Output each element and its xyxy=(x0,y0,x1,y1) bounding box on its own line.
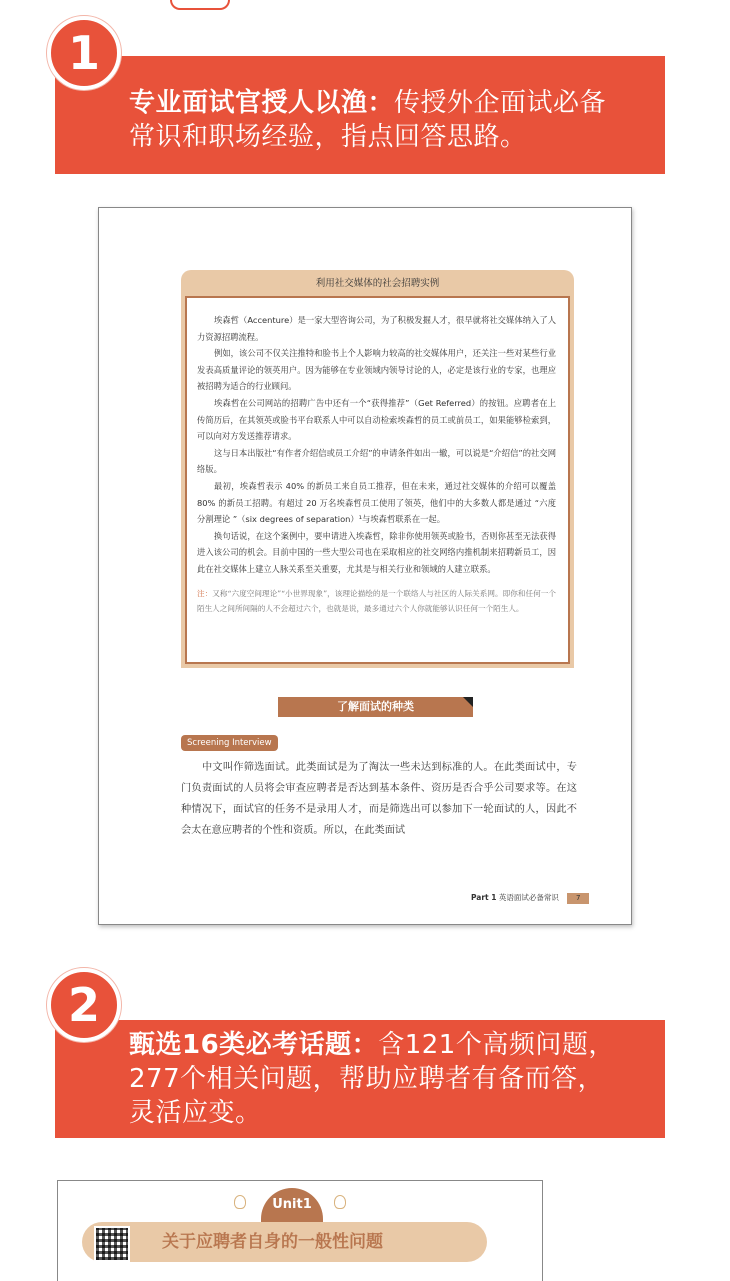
case-study-content xyxy=(185,296,570,664)
lightbulb-icon xyxy=(334,1195,346,1209)
case-paragraph: 这与日本出版社“有作者介绍信或员工介绍”的申请条件如出一辙，可以说是“介绍信”的社交网络版。 xyxy=(197,447,556,475)
banner-text: 含121个高频问题， xyxy=(378,1030,615,1060)
feature-banner-1 xyxy=(55,26,665,174)
section-number-badge: 2 xyxy=(47,968,121,1042)
case-paragraph: 例如，该公司不仅关注推特和脸书上个人影响力较高的社交媒体用户，还关注一些对某些行业发表高质量评论的领英用户。因为能够在专业领域内领导讨论的人，必定是该行业的专家，也理应被招聘为适合的行业顾问。 xyxy=(197,348,556,392)
footnote-text: 又称“六度空间理论”“小世界现象”，该理论描绘的是一个联络人与社区的人际关系网。即你和任何一个陌生人之间所间隔的人不会超过六个，也就是说，最多通过六个人你就能够认识任何一个陌生人。 xyxy=(197,588,556,613)
banner-line-3: 灵活应变。 xyxy=(129,1098,262,1128)
banner-line-1 xyxy=(129,86,665,120)
banner-highlight: 专业面试官授人以渔： xyxy=(129,88,395,118)
book-page-sample-2 xyxy=(57,1180,543,1281)
body-paragraph: 中文叫作筛选面试。此类面试是为了淘汰一些未达到标准的人。在此类面试中，专门负责面试的人员将会审查应聘者是否达到基本条件、资历是否合乎公司要求等。在这种情况下，面试官的任务不是录用人才，而是筛选出可以参加下一轮面试的人，因此不会太在意应聘者的个性和资质。所以，在此类面试 xyxy=(181,762,577,836)
page-footer xyxy=(471,892,589,904)
case-paragraph: 埃森哲在公司网站的招聘广告中还有一个“获得推荐”（Get Referred）的按钮。应聘者在上传简历后，在其领英或脸书平台联系人中可以自动检索埃森哲的员工或前员工，如果能够检索到，可以向对方发送推荐请求。 xyxy=(197,397,556,442)
unit-topic-title: 关于应聘者自身的一般性问题 xyxy=(162,1232,383,1252)
body-text xyxy=(181,757,577,841)
book-page-sample xyxy=(98,207,632,925)
banner-highlight: 甄选16类必考话题： xyxy=(129,1030,379,1060)
case-paragraph: 最初，埃森哲表示 40% 的新员工来自员工推荐，但在未来，通过社交媒体的介绍可以覆盖 80% 的新员工招聘。有超过 20 万名埃森哲员工使用了领英，他们中的大多数人都是通过 “六度分割理论 ”（six degrees of separation）¹与埃森哲联系在一起。 xyxy=(197,480,556,525)
section-heading: 了解面试的种类 xyxy=(278,697,473,717)
banner-line-2: 277个相关问题，帮助应聘者有备而答， xyxy=(129,1064,605,1094)
interview-type-tag: Screening Interview xyxy=(181,735,278,751)
unit-badge: Unit1 xyxy=(261,1188,323,1222)
footer-part: Part 1 xyxy=(471,893,497,902)
decorative-arc xyxy=(170,0,230,10)
case-study-box xyxy=(181,270,574,668)
banner-line-1 xyxy=(129,1028,665,1062)
banner-text: 传授外企面试必备 xyxy=(394,88,607,118)
banner-line-2: 常识和职场经验，指点回答思路。 xyxy=(129,122,527,152)
footnote-label: 注： xyxy=(197,588,213,598)
section-number-badge: 1 xyxy=(47,16,121,90)
feature-banner-2 xyxy=(55,978,665,1138)
page-number: 7 xyxy=(567,893,589,904)
case-study-title: 利用社交媒体的社会招聘实例 xyxy=(315,278,440,289)
case-paragraph: 换句话说，在这个案例中，要申请进入埃森哲，除非你使用领英或脸书，否则你甚至无法获得进入该公司的机会。目前中国的一些大型公司也在采取相应的社交网络内推机制来招聘新员工，因此在社交媒体上建立人脉关系至关重要，尤其是与相关行业和领域的人建立联系。 xyxy=(197,530,556,574)
case-paragraph: 埃森哲（Accenture）是一家大型咨询公司，为了积极发掘人才，很早就将社交媒体纳入了人力资源招聘流程。 xyxy=(197,315,556,342)
lightbulb-icon xyxy=(234,1195,246,1209)
qr-code-icon xyxy=(94,1226,130,1262)
footer-title: 英语面试必备常识 xyxy=(498,893,559,902)
footnote xyxy=(197,586,556,617)
